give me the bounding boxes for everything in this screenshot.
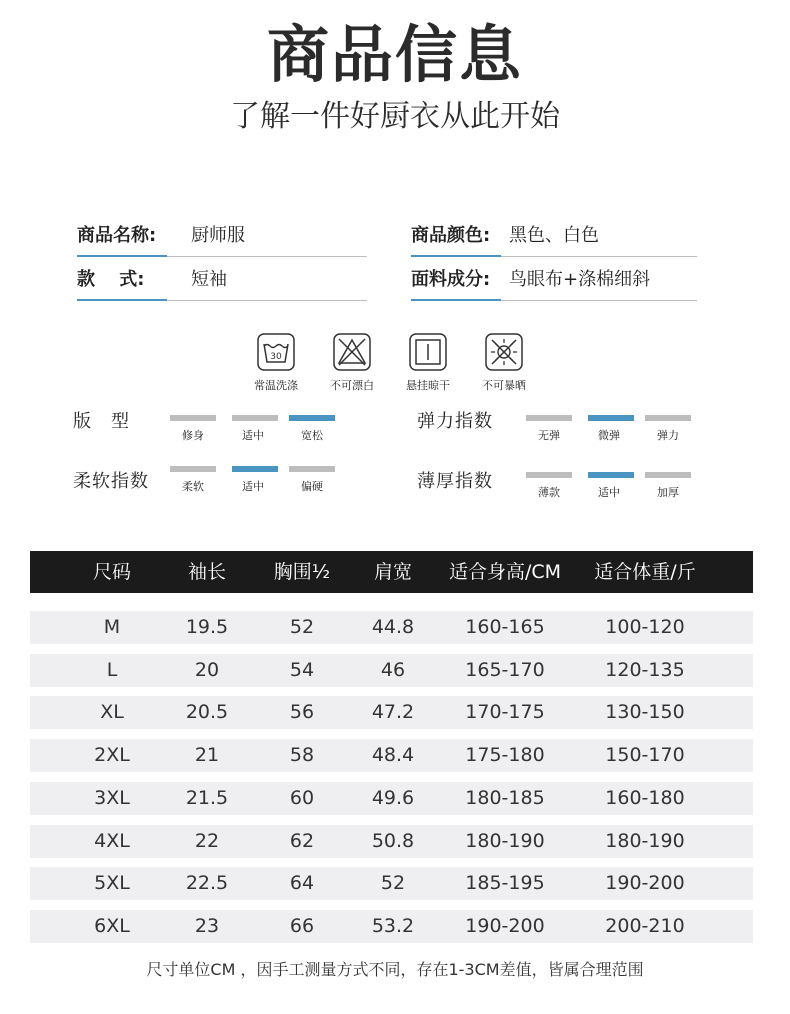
table-cell: 56 [289, 701, 315, 723]
softness-option-label: 适中 [242, 480, 264, 493]
table-row [30, 825, 753, 858]
table-cell: 180-185 [465, 787, 545, 809]
elasticity-option-label: 弹力 [657, 429, 679, 442]
table-cell: 21.5 [185, 787, 229, 809]
table-cell: 3XL [94, 787, 130, 809]
table-cell: 22.5 [185, 872, 229, 894]
table-cell: 190-200 [605, 872, 685, 894]
table-row [30, 867, 753, 900]
fit-scale-segment [289, 415, 335, 421]
care-item-hang-dry [393, 333, 463, 393]
table-cell: 44.8 [371, 616, 415, 638]
table-cell: 46 [380, 659, 406, 681]
table-cell: 22 [194, 830, 220, 852]
table-cell: 20 [194, 659, 220, 681]
info-row-name [77, 221, 367, 257]
table-cell: 58 [289, 744, 315, 766]
thickness-scale-segment [645, 472, 691, 478]
table-cell: 23 [194, 915, 220, 937]
size-table-header [30, 551, 753, 593]
softness-scale-segment [232, 466, 278, 472]
table-cell: 120-135 [605, 659, 685, 681]
table-cell: 54 [289, 659, 315, 681]
table-cell: 48.4 [371, 744, 415, 766]
fit-option-label: 宽松 [301, 429, 323, 442]
thickness-option-label: 适中 [598, 486, 620, 499]
table-cell: 66 [289, 915, 315, 937]
table-cell: 64 [289, 872, 315, 894]
softness-scale-title: 柔软指数 [73, 471, 149, 492]
page-subtitle: 了解一件好厨衣从此开始 [230, 99, 560, 134]
care-item-no-sun [469, 333, 539, 393]
table-row [30, 696, 753, 729]
svg-text:30: 30 [270, 352, 282, 362]
elasticity-scale-segment [526, 415, 572, 421]
care-label-no-sun: 不可暴晒 [482, 379, 526, 392]
thickness-option-label: 薄款 [538, 486, 560, 499]
care-label-wash: 常温洗涤 [254, 379, 298, 392]
table-cell: 170-175 [465, 701, 545, 723]
info-row-fabric [411, 265, 697, 301]
table-cell: 165-170 [465, 659, 545, 681]
info-row-color [411, 221, 697, 257]
color-value: 黑色、白色 [501, 221, 697, 257]
style-label: 款 式: [77, 265, 167, 301]
care-label-no-bleach: 不可漂白 [330, 379, 374, 392]
care-label-hang-dry: 悬挂晾干 [406, 379, 450, 392]
table-row [30, 782, 753, 815]
color-label: 商品颜色: [411, 221, 501, 257]
table-cell: 20.5 [185, 701, 229, 723]
table-cell: 60 [289, 787, 315, 809]
table-cell: 185-195 [465, 872, 545, 894]
softness-option-label: 偏硬 [301, 480, 323, 493]
fit-scale-segment [170, 415, 216, 421]
table-cell: 100-120 [605, 616, 685, 638]
column-header: 尺码 [92, 561, 131, 583]
table-row [30, 910, 753, 943]
table-cell: 200-210 [605, 915, 685, 937]
elasticity-scale-title: 弹力指数 [417, 411, 493, 432]
table-cell: 160-165 [465, 616, 545, 638]
no-sun-icon [485, 333, 523, 371]
table-cell: 180-190 [605, 830, 685, 852]
elasticity-option-label: 无弹 [538, 429, 560, 442]
table-cell: 62 [289, 830, 315, 852]
table-cell: 19.5 [185, 616, 229, 638]
table-cell: 2XL [94, 744, 130, 766]
size-footnote: 尺寸单位CM ，因手工测量方式不同，存在1-3CM差值，皆属合理范围 [146, 960, 644, 979]
table-cell: 52 [380, 872, 406, 894]
fabric-label: 面料成分: [411, 265, 501, 301]
column-header: 肩宽 [373, 561, 412, 583]
table-cell: 52 [289, 616, 315, 638]
info-row-style [77, 265, 367, 301]
table-cell: 53.2 [371, 915, 415, 937]
table-cell: 47.2 [371, 701, 415, 723]
table-cell: 180-190 [465, 830, 545, 852]
table-cell: 5XL [94, 872, 130, 894]
hang-dry-icon [409, 333, 447, 371]
softness-option-label: 柔软 [182, 480, 204, 493]
table-cell: 160-180 [605, 787, 685, 809]
table-cell: 50.8 [371, 830, 415, 852]
softness-scale-segment [170, 466, 216, 472]
wash-30-icon [257, 333, 295, 371]
thickness-scale-title: 薄厚指数 [417, 471, 493, 492]
care-item-no-bleach [317, 333, 387, 393]
table-cell: 21 [194, 744, 220, 766]
column-header: 袖长 [187, 561, 226, 583]
softness-scale-segment [289, 466, 335, 472]
elasticity-option-label: 微弹 [598, 429, 620, 442]
no-bleach-icon [333, 333, 371, 371]
column-header: 适合体重/斤 [594, 561, 696, 583]
table-cell: 6XL [94, 915, 130, 937]
table-cell: 150-170 [605, 744, 685, 766]
column-header: 适合身高/CM [448, 561, 562, 583]
name-value: 厨师服 [167, 221, 367, 257]
table-row [30, 739, 753, 772]
style-value: 短袖 [167, 265, 367, 301]
thickness-option-label: 加厚 [657, 486, 679, 499]
elasticity-scale-segment [588, 415, 634, 421]
table-cell: M [103, 616, 121, 638]
table-cell: 175-180 [465, 744, 545, 766]
table-cell: L [106, 659, 118, 681]
table-row [30, 611, 753, 644]
thickness-scale-segment [526, 472, 572, 478]
fit-option-label: 修身 [182, 429, 204, 442]
care-item-wash [241, 333, 311, 393]
table-cell: 4XL [94, 830, 130, 852]
table-row [30, 654, 753, 687]
table-cell: 190-200 [465, 915, 545, 937]
name-label: 商品名称: [77, 221, 167, 257]
fit-scale-segment [232, 415, 278, 421]
fit-option-label: 适中 [242, 429, 264, 442]
table-cell: 49.6 [371, 787, 415, 809]
elasticity-scale-segment [645, 415, 691, 421]
fabric-value: 鸟眼布+涤棉细斜 [501, 265, 697, 301]
page-title: 商品信息 [266, 18, 523, 91]
column-header: 胸围½ [273, 561, 331, 583]
table-cell: 130-150 [605, 701, 685, 723]
table-cell: XL [100, 701, 124, 723]
thickness-scale-segment [588, 472, 634, 478]
fit-scale-title: 版 型 [73, 411, 130, 432]
